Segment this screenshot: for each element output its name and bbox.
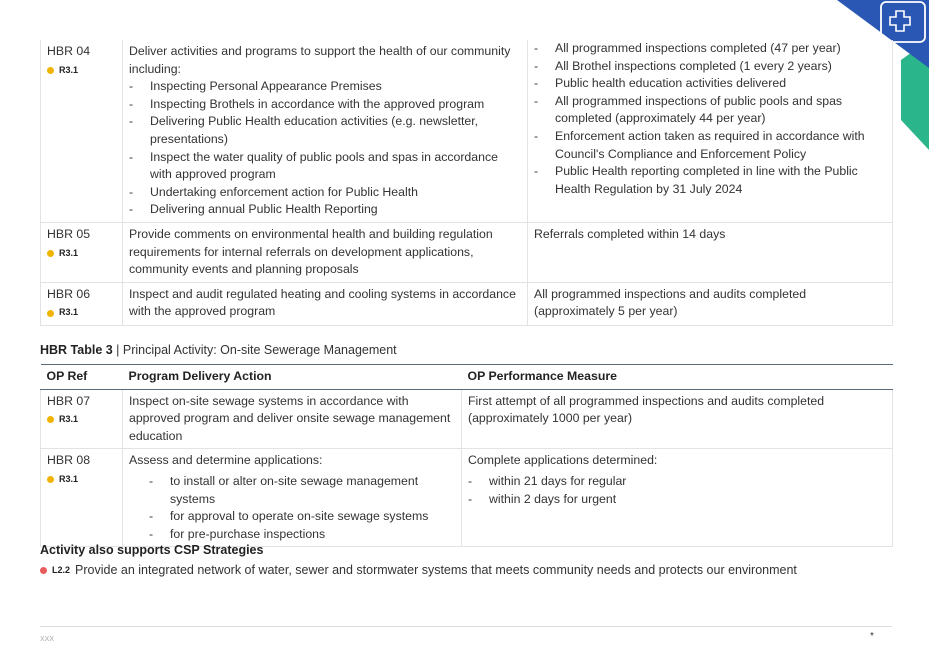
table3: [40, 364, 893, 547]
table3-caption: [40, 342, 397, 360]
op-ref: HBR 08: [47, 453, 91, 468]
list-item: - Enforcement action taken as required in accordance with Council's Compliance and Enforcement Policy: [534, 128, 886, 163]
op-ref-cell: [41, 449, 123, 547]
caption-title: HBR Table 3: [40, 343, 113, 357]
measure-intro: Complete applications determined:: [468, 453, 658, 468]
action-intro: Deliver activities and programs to support the health of our community including:: [129, 44, 511, 76]
op-ref: HBR 06: [47, 286, 91, 301]
list-item: - within 2 days for urgent: [468, 491, 886, 509]
action-cell: Inspect on-site sewage systems in accordance with approved program and deliver onsite sewage management education: [123, 389, 462, 449]
op-ref-cell: [41, 222, 123, 282]
strategy-dot-icon: [40, 567, 47, 574]
rating-code: R3.1: [59, 247, 79, 258]
list-item: - Inspecting Brothels in accordance with the approved program: [129, 96, 521, 114]
rating-dot-icon: [47, 416, 54, 423]
measure-cell: [528, 40, 893, 222]
measure-cell: First attempt of all programmed inspections and audits completed (approximately 1000 per year): [462, 389, 893, 449]
rating-dot-icon: [47, 250, 54, 257]
measure-cell: All programmed inspections and audits completed (approximately 5 per year): [528, 282, 893, 325]
rating-tag: [47, 245, 116, 263]
list-item: - for approval to operate on-site sewage systems: [149, 508, 455, 526]
supports-heading: Activity also supports CSP Strategies: [40, 543, 264, 557]
rating-code: R3.1: [59, 307, 79, 318]
footer-divider: [40, 626, 892, 627]
table1: [40, 40, 893, 326]
action-list: [129, 473, 455, 543]
rating-dot-icon: [47, 67, 54, 74]
rating-tag: [47, 411, 116, 429]
op-ref-cell: [41, 389, 123, 449]
list-item: - Inspecting Personal Appearance Premises: [129, 78, 521, 96]
op-ref-cell: [41, 40, 123, 222]
table-row: [41, 282, 893, 325]
list-item: - Public health education activities delivered: [534, 75, 886, 93]
measure-list: [468, 473, 886, 508]
action-cell: Provide comments on environmental health and building regulation requirements for internal referrals on development applications, community events and planning proposals: [123, 222, 528, 282]
rating-tag: [47, 62, 116, 80]
rating-code: R3.1: [59, 473, 79, 484]
action-cell: [123, 449, 462, 547]
rating-code: R3.1: [59, 64, 79, 75]
list-item: - All programmed inspections of public pools and spas completed (approximately 44 per year): [534, 93, 886, 128]
list-item: - All programmed inspections completed (47 per year): [534, 40, 886, 58]
list-item: - Delivering annual Public Health Reporting: [129, 201, 521, 219]
table-row: [41, 389, 893, 449]
footer-page-ref: XXX: [40, 636, 55, 643]
list-item: - within 21 days for regular: [468, 473, 886, 491]
op-ref: HBR 07: [47, 393, 91, 408]
op-ref: HBR 05: [47, 226, 91, 241]
action-cell: [123, 40, 528, 222]
rating-code: R3.1: [59, 414, 79, 425]
table-row: [41, 222, 893, 282]
list-item: - Undertaking enforcement action for Public Health: [129, 184, 521, 202]
op-ref: HBR 04: [47, 44, 91, 58]
list-item: - All Brothel inspections completed (1 every 2 years): [534, 58, 886, 76]
op-ref-cell: [41, 282, 123, 325]
rating-tag: [47, 304, 116, 322]
strategy-code: L2.2: [52, 565, 71, 575]
table-row: [41, 40, 893, 222]
column-header-measure: OP Performance Measure: [462, 365, 893, 390]
list-item: - Public Health reporting completed in line with the Public Health Regulation by 31 July 2024: [534, 163, 886, 198]
caption-subtitle: | Principal Activity: On-site Sewerage Management: [112, 343, 397, 357]
rating-dot-icon: [47, 310, 54, 317]
list-item: - Delivering Public Health education activities (e.g. newsletter, presentations): [129, 113, 521, 148]
measure-cell: Referrals completed within 14 days: [528, 222, 893, 282]
footer-mark: *: [870, 631, 874, 642]
action-cell: Inspect and audit regulated heating and cooling systems in accordance with the approved program: [123, 282, 528, 325]
strategy-item: [40, 562, 797, 580]
column-header-action: Program Delivery Action: [123, 365, 462, 390]
action-list: [129, 78, 521, 219]
rating-dot-icon: [47, 476, 54, 483]
table-row: [41, 449, 893, 547]
measure-cell: [462, 449, 893, 547]
column-header-op-ref: OP Ref: [41, 365, 123, 390]
strategy-text: Provide an integrated network of water, sewer and stormwater systems that meets community needs and protects our environment: [75, 563, 797, 577]
table-header-row: [41, 365, 893, 390]
list-item: - to install or alter on-site sewage management systems: [149, 473, 455, 508]
rating-tag: [47, 471, 116, 489]
list-item: - for pre-purchase inspections: [149, 526, 455, 544]
list-item: - Inspect the water quality of public pools and spas in accordance with approved program: [129, 149, 521, 184]
action-intro: Assess and determine applications:: [129, 453, 323, 468]
measure-list: [534, 40, 886, 198]
